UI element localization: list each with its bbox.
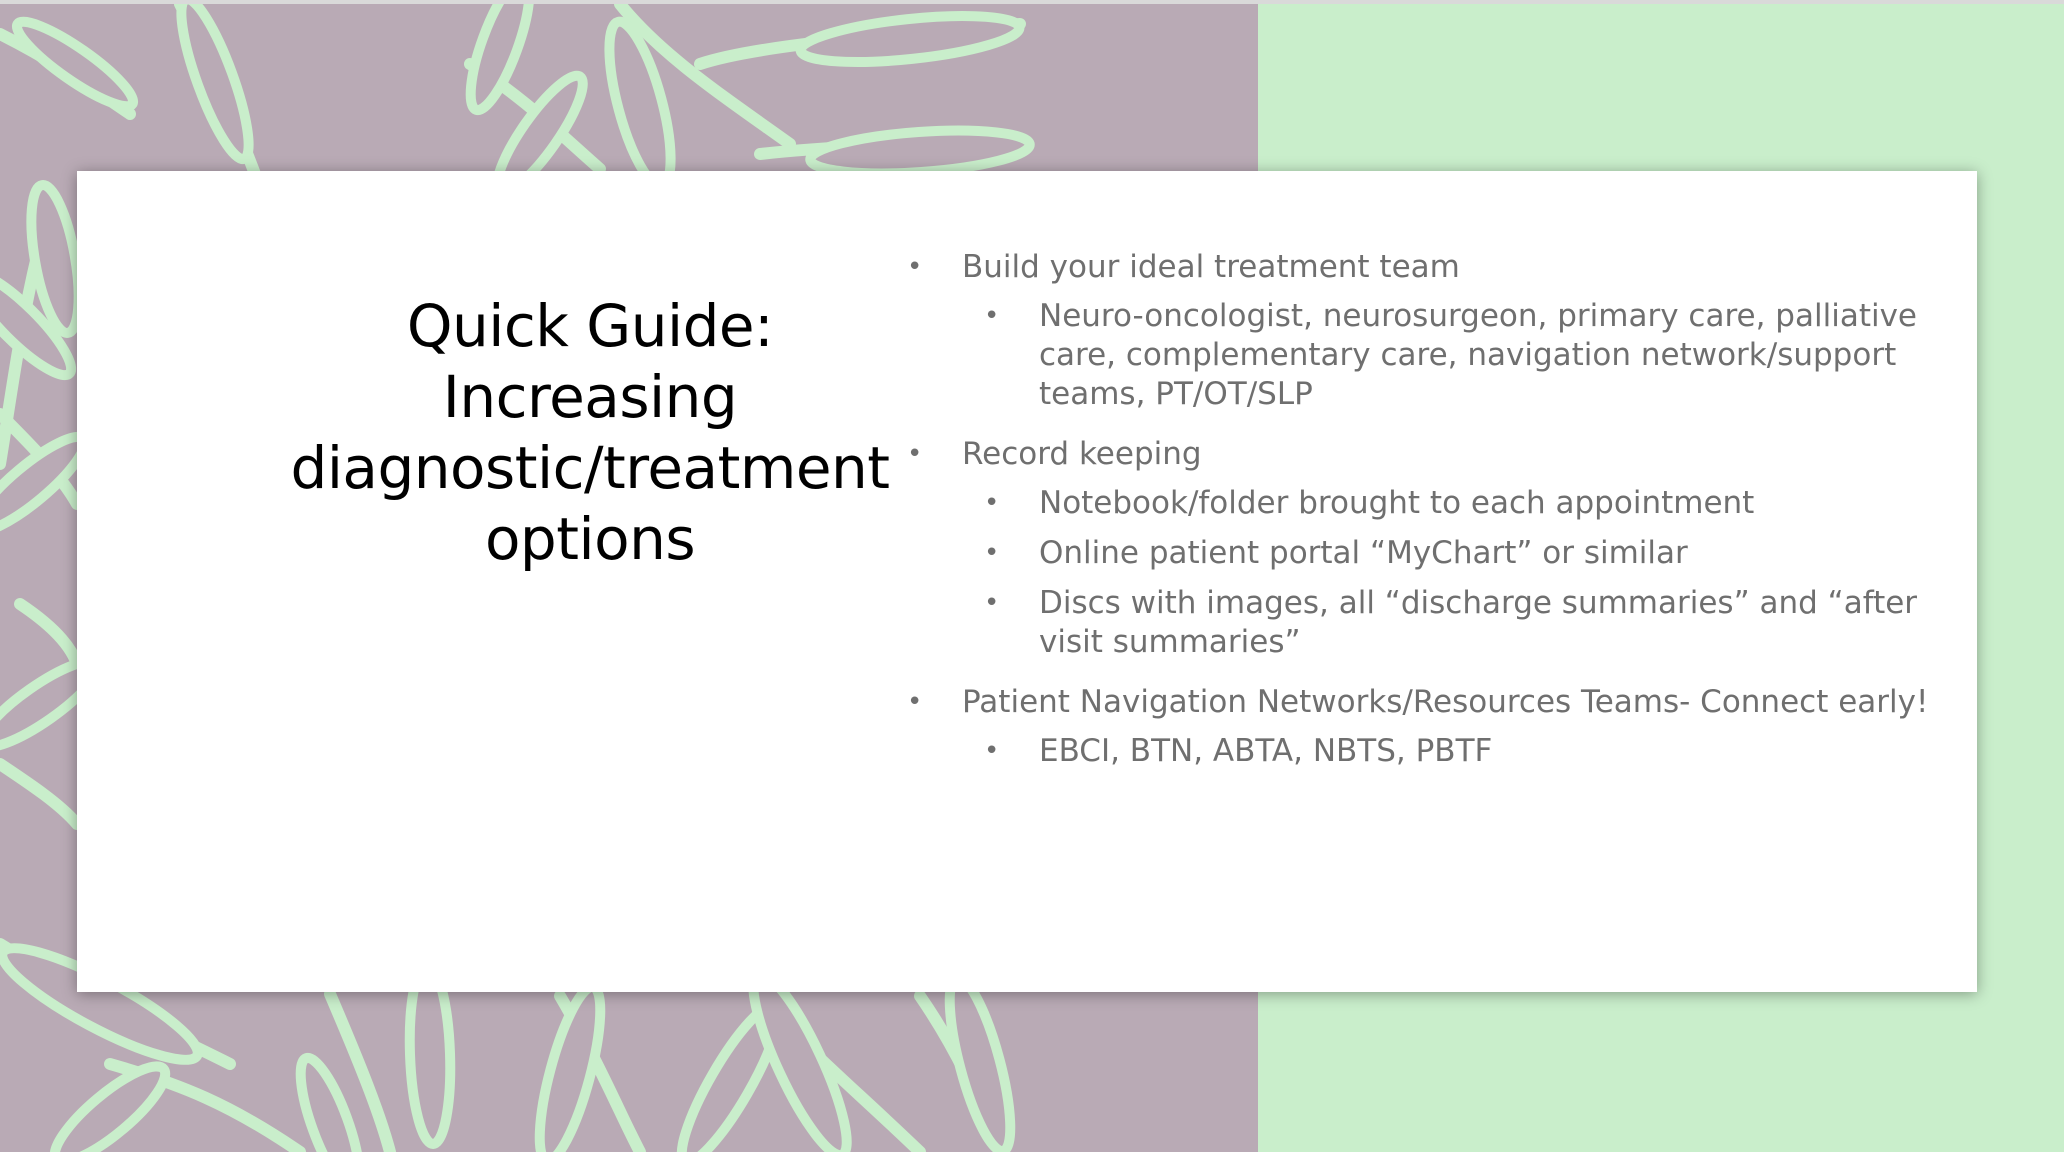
bullet-icon: •: [907, 252, 923, 282]
sub-bullet-text: Discs with images, all “discharge summaries” and “after visit summaries”: [1039, 585, 1918, 660]
bullet-icon: •: [984, 588, 1000, 618]
bullet-text: Patient Navigation Networks/Resources Teams- Connect early!: [962, 684, 1929, 720]
sub-bullet-item: [962, 534, 1945, 573]
bullet-icon: •: [984, 736, 1000, 766]
sub-bullet-item: [962, 297, 1945, 414]
sub-bullet-text: Online patient portal “MyChart” or similar: [1039, 535, 1688, 571]
title-line: diagnostic/treatment: [290, 434, 890, 502]
slide-title: [207, 291, 973, 575]
title-line: options: [484, 505, 696, 573]
bullet-icon: •: [907, 439, 923, 469]
bullet-icon: •: [907, 687, 923, 717]
bullet-icon: •: [984, 488, 1000, 518]
sub-bullet-text: Notebook/folder brought to each appointment: [1039, 485, 1755, 521]
sub-bullet-text: EBCI, BTN, ABTA, NBTS, PBTF: [1039, 733, 1493, 769]
sub-bullet-item: [962, 484, 1945, 523]
bullet-icon: •: [984, 538, 1000, 568]
sub-bullet-item: [962, 732, 1945, 771]
sub-bullet-text: Neuro-oncologist, neurosurgeon, primary care, palliative care, complementary care, navigation network/support teams, PT/OT/SLP: [1039, 298, 1918, 412]
content-card: [77, 171, 1977, 992]
bullet-icon: •: [984, 301, 1000, 331]
sub-bullet-list: [962, 297, 1945, 414]
bullet-item: [885, 247, 1945, 414]
bullet-text: Record keeping: [962, 436, 1202, 472]
sub-bullet-list: [962, 732, 1945, 771]
sub-bullet-item: [962, 584, 1945, 662]
title-area: [207, 291, 973, 631]
title-line: Increasing: [442, 363, 738, 431]
sub-bullet-list: [962, 484, 1945, 662]
bullet-content: [885, 247, 1945, 791]
top-divider: [0, 0, 2064, 4]
bullet-item: [885, 434, 1945, 662]
bullet-list: [885, 247, 1945, 771]
bullet-text: Build your ideal treatment team: [962, 249, 1460, 285]
title-line: Quick Guide:: [406, 292, 774, 360]
bullet-item: [885, 682, 1945, 771]
